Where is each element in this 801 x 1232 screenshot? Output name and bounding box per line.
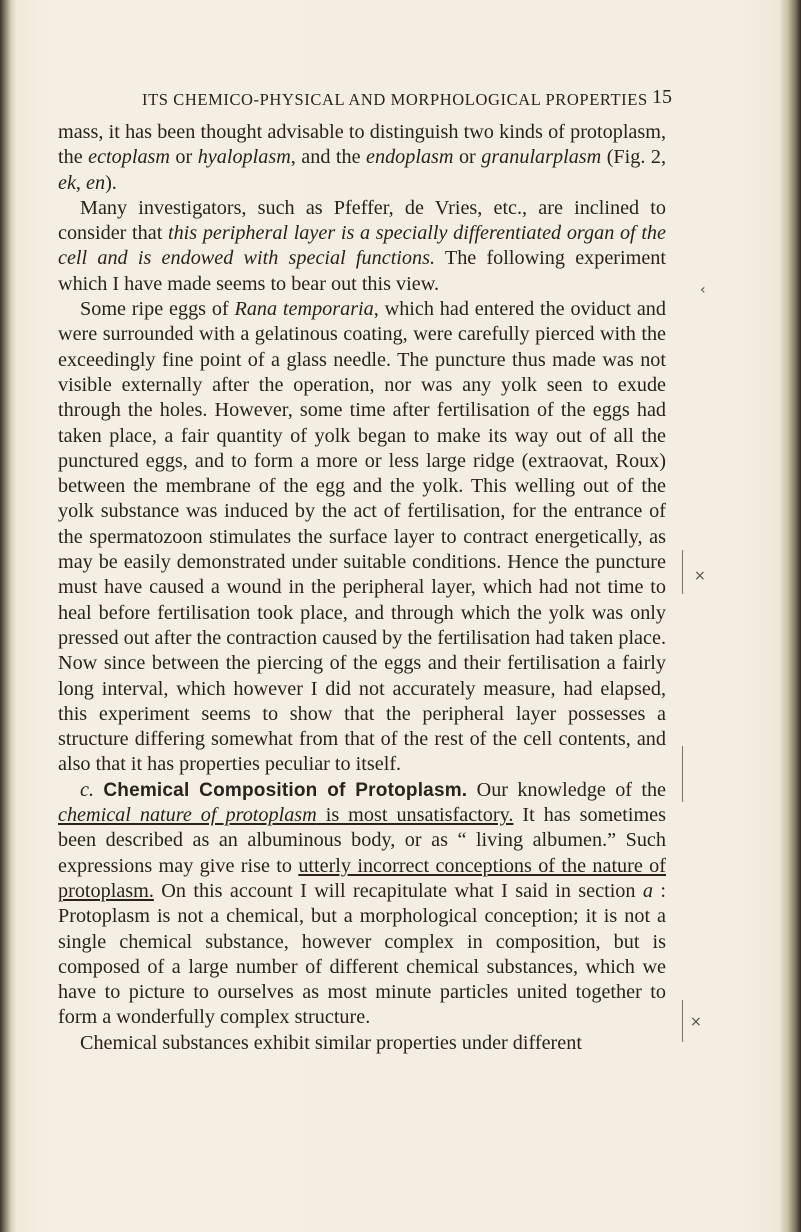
text-run: Some ripe eggs of: [80, 298, 235, 321]
underlined-text: utterly incorrect conceptions of the nature of protoplasm.: [58, 854, 666, 902]
body-text: [58, 120, 666, 1056]
term-ectoplasm: ectoplasm: [88, 146, 170, 169]
text-run: It has sometimes been described as an albuminous body, or as “ living albumen.” Such expressions may give rise to: [58, 804, 666, 877]
text-run: or: [169, 146, 198, 169]
text-run: , which had entered the oviduct and were surrounded with a gelatinous coating, were carefully pierced with the exceedingly fine point of a glass needle. The puncture thus made was not visible externally after the operation, nor was any yolk seen to exude through the holes. However, some time after fertilisation of the eggs had taken place, a fair quantity of yolk began to make its way out of all the punctured eggs, and to form a more or less large ridge (extraovat, Roux) between the membrane of the egg and the yolk. This welling out of the yolk substance was induced by the act of fertilisation, for the entrance of the spermatozoon stimulates the surface layer to contract energetically, as may be easily demonstrated under suitable conditions. Hence the puncture must have caused a wound in the peripheral layer, which had not time to heal before fertilisation took place, and through which the yolk was only pressed out after the contraction caused by the fertilisation had taken place. Now since between the piercing of the eggs and their fertilisation a fairly long interval, which however I did not accurately measure, had elapsed, this experiment seems to show that the peripheral layer possesses a structure differing somewhat from that of the rest of the cell contents, and also that it has properties peculiar to itself.: [58, 298, 666, 776]
text-run: or: [453, 146, 482, 169]
text-run: , and the: [290, 146, 367, 169]
emphasis-peripheral-layer: this peripheral layer is a specially differentiated organ of the cell and is endowed with special functions.: [58, 222, 666, 270]
figure-ref-en: en: [86, 171, 106, 194]
paragraph-chemical-composition: [58, 778, 666, 1031]
section-label: c.: [80, 778, 95, 801]
running-header: [122, 84, 672, 112]
margin-bracket: [676, 550, 683, 594]
text-run: mass, it has been thought advisable to distinguish two kinds of protoplasm, the: [58, 121, 666, 169]
text-run: (Fig. 2,: [601, 146, 666, 169]
margin-annotation-mark: ‹: [700, 282, 706, 298]
section-heading: Chemical Composition of Protoplasm.: [103, 779, 468, 801]
margin-bracket: [676, 1000, 683, 1042]
figure-ref-ek: ek: [58, 171, 76, 194]
section-ref: a: [642, 879, 653, 902]
margin-bracket: [676, 746, 683, 802]
page-number: 15: [652, 86, 672, 108]
page-right-edge: [779, 0, 801, 1232]
term-hyaloplasm: hyaloplasm: [197, 146, 291, 169]
term-granularplasm: granularplasm: [481, 146, 602, 169]
margin-annotation-mark: ×: [694, 568, 706, 584]
text-run: Chemical substances exhibit similar properties under different: [80, 1031, 582, 1054]
term-endoplasm: endoplasm: [366, 146, 454, 169]
species-name: Rana temporaria: [234, 298, 374, 321]
book-binding-edge: [0, 0, 16, 1232]
text-run: On this account I will recapitulate what I said in section: [153, 879, 643, 902]
margin-annotation-mark: ×: [690, 1014, 702, 1030]
text-run: The following experiment which I have made seems to bear out this view.: [58, 247, 666, 295]
text-run: ,: [75, 171, 87, 194]
running-title: ITS CHEMICO-PHYSICAL AND MORPHOLOGICAL PROPERTIES: [142, 90, 648, 109]
paragraph-final-line: [58, 1031, 666, 1056]
paragraph-experiment: [58, 297, 666, 778]
underlined-text: is most unsatisfactory.: [316, 804, 514, 827]
text-run: Our knowledge of the: [467, 778, 667, 801]
emphasis-chemical-nature: chemical nature of protoplasm: [58, 804, 317, 827]
text-run: ).: [105, 171, 117, 194]
text-run: Many investigators, such as Pfeffer, de Vries, etc., are inclined to consider that: [58, 196, 666, 245]
paragraph-peripheral-layer: [58, 196, 666, 297]
text-run: : Protoplasm is not a chemical, but a morphological conception; it is not a single chemical substance, however complex in composition, but is composed of a large number of different chemical substances, which we have to picture to ourselves as most minute particles united together to form a wonderfully complex structure.: [58, 879, 666, 1029]
paragraph-continuation: [58, 120, 666, 196]
